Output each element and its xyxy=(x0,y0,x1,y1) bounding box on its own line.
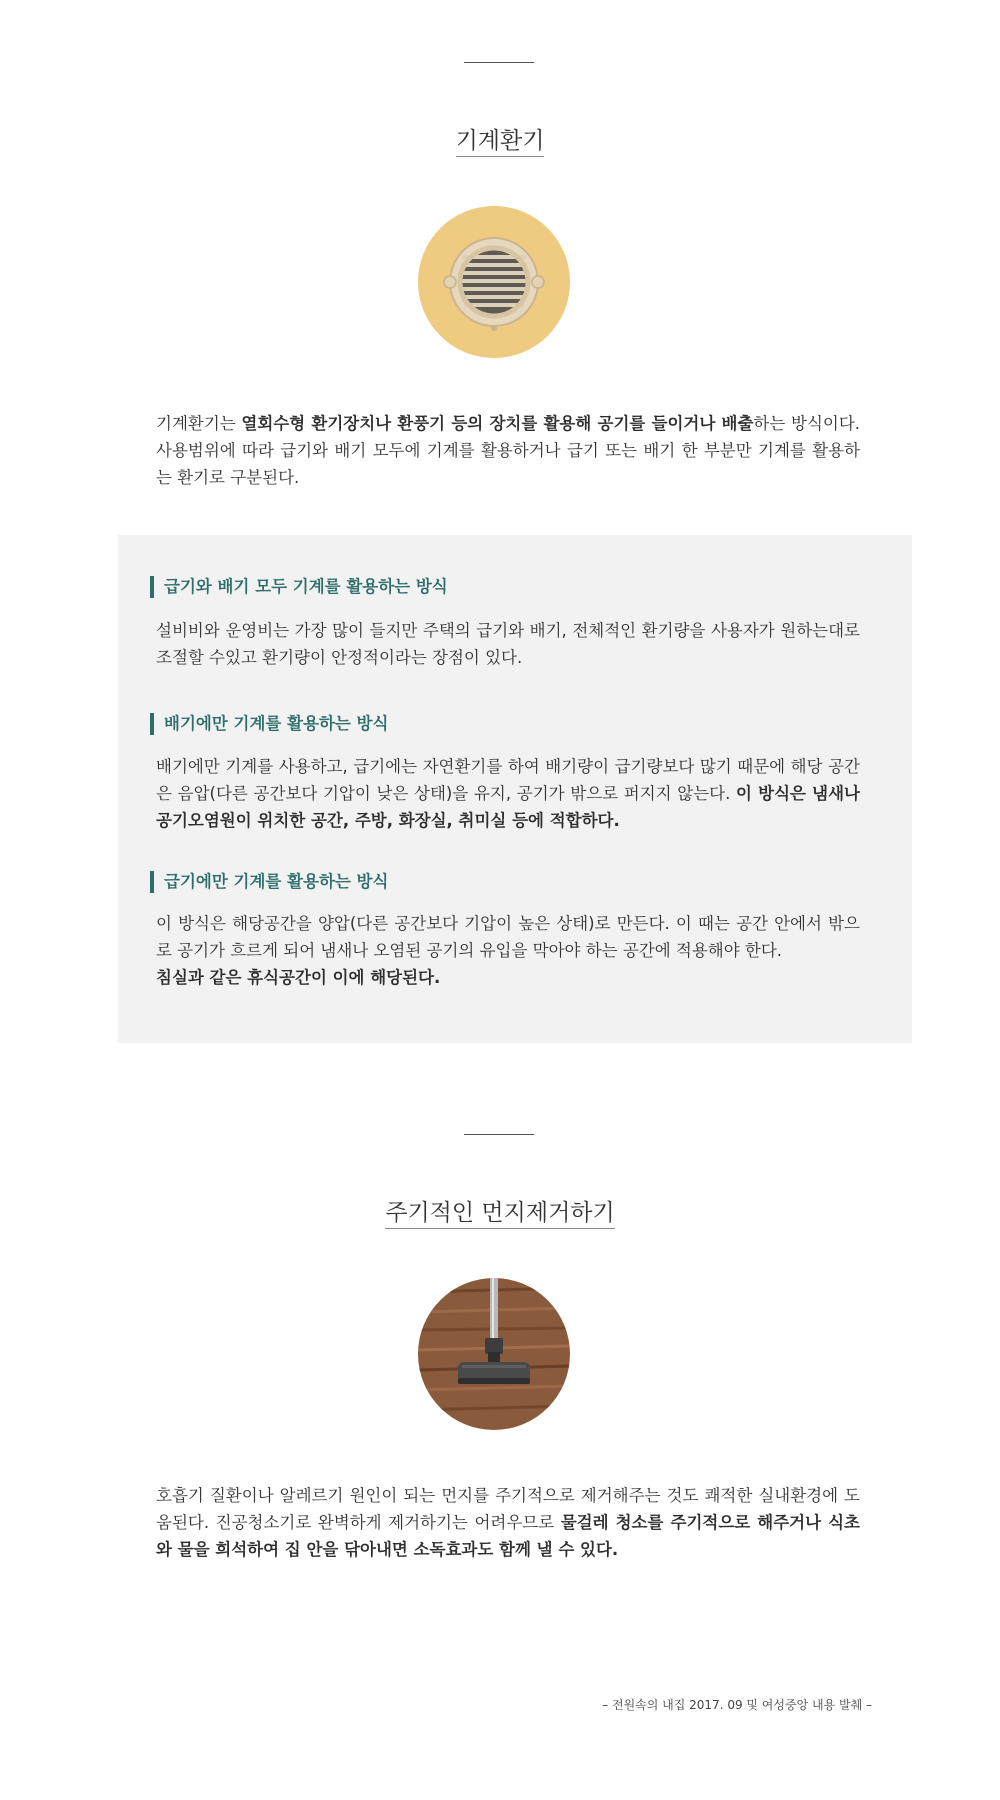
vacuum-icon xyxy=(418,1278,570,1430)
method-body-exhaust xyxy=(156,753,860,834)
emphasis-text: 물걸레 청소를 주기적으로 해주거나 식초와 물을 희석하여 집 안을 닦아내면 소독효과도 함께 낼 수 있다. xyxy=(156,1513,860,1559)
method-heading-supply: 급기에만 기계를 활용하는 방식 xyxy=(150,871,388,893)
section-title-dust: 주기적인 먼지제거하기 xyxy=(0,1194,1000,1227)
method-body-both xyxy=(156,617,860,671)
emphasis-text: 침실과 같은 휴식공간이 이에 해당된다. xyxy=(156,968,441,987)
ventilation-intro xyxy=(156,410,860,491)
text-run: 설비비와 운영비는 가장 많이 들지만 주택의 급기와 배기, 전체적인 환기량을 사용자가 원하는대로 조절할 수있고 환기량이 안정적이라는 장점이 있다. xyxy=(156,621,860,667)
dust-intro xyxy=(156,1482,860,1563)
text-run: 기계환기는 xyxy=(156,414,242,433)
text-run: 호흡기 질환이나 알레르기 원인이 되는 먼지를 주기적으로 제거해주는 것도 쾌적한 실내환경에 도움된다. 진공청소기로 완벽하게 제거하기는 어려우므로 xyxy=(156,1486,860,1532)
source-credit: – 전원속의 내집 2017. 09 및 여성중앙 내용 발췌 – xyxy=(602,1698,872,1712)
method-heading-both: 급기와 배기 모두 기계를 활용하는 방식 xyxy=(150,576,448,598)
emphasis-text: 이 방식은 냄새나 공기오염원이 위치한 공간, 주방, 화장실, 취미실 등에 적합하다. xyxy=(156,784,860,830)
text-run: 하는 방식이다. 사용범위에 따라 급기와 배기 모두에 기계를 활용하거나 급기 또는 배기 한 부분만 기계를 활용하는 환기로 구분된다. xyxy=(156,414,861,487)
method-heading-exhaust: 배기에만 기계를 활용하는 방식 xyxy=(150,713,388,735)
section-divider xyxy=(464,62,534,63)
section-title-ventilation: 기계환기 xyxy=(0,122,1000,155)
text-run: 배기에만 기계를 사용하고, 급기에는 자연환기를 하여 배기량이 급기량보다 많기 때문에 해당 공간은 음압(다른 공간보다 기압이 낮은 상태)을 유지, 공기가 밖으로 퍼지지 않는다. xyxy=(156,757,860,803)
method-body-supply xyxy=(156,910,860,991)
emphasis-text: 열회수형 환기장치나 환풍기 등의 장치를 활용해 공기를 들이거나 배출 xyxy=(241,414,754,433)
section-divider xyxy=(464,1134,534,1135)
text-run: 이 방식은 해당공간을 양압(다른 공간보다 기압이 높은 상태)로 만든다. 이 때는 공간 안에서 밖으로 공기가 흐르게 되어 냄새나 오염된 공기의 유입을 막아야 하는 공간에 적용해야 한다. xyxy=(156,914,860,960)
vent-icon xyxy=(418,206,570,358)
